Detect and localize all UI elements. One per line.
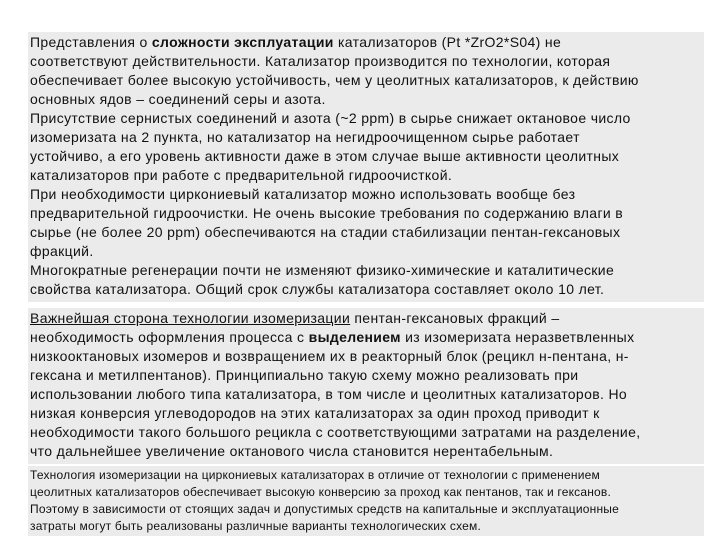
text-underlined-key-aspect: Важнейшая сторона технологии изомеризации <box>30 310 351 326</box>
text-catalyst-claim: катализаторов (Pt *ZrO2*S04) не соответствуют действительности. Катализатор производится по технологии, которая обеспечивает более высокую устойчивость, чем у цеолитных катализаторов, к действию основных ядов – соединений серы и азота. <box>30 34 639 107</box>
text-intro: Представления о <box>30 34 152 50</box>
recycle-technology-block <box>28 308 704 464</box>
paragraph-no-hydrotreating: При необходимости циркониевый катализатор можно использовать вообще без предварительной гидроочистки. Не очень высокие требования по содержанию влаги в сырье (не более 20 ppm) обеспечиваются на стадии стабилизации пентан-гексановых фракций. <box>30 186 624 259</box>
paragraph-conversion: Технология изомеризации на циркониевых катализаторах в отличие от технологии с применением цеолитных катализаторов обеспечивает высокую конверсию за проход как пентанов, так и гексанов. Поэтому в зависимости от стоящих задач и допустимых средств на капитальные и эксплуатационные затраты могут быть реализованы различные варианты технологических схем. <box>30 468 619 533</box>
catalyst-properties-block <box>28 32 704 302</box>
text-recycle-part2: из изомеризата неразветвленных низкооктановых изомеров и возвращением их в реакторный блок (рецикл н-пентана, н- гексана и метилпентанов). Принципиально такую схему можно реализовать при использовании любого типа катализатора, в том числе и цеолитных катализаторов. Но низкая конверсия углеводородов на этих катализаторах за один проход приводит к необходимости такого большого рецикла с соответствующими затратами на разделение, что дальнейшее увеличение октанового числа становится нерентабельным. <box>30 329 641 459</box>
zirconium-conversion-text <box>30 467 704 535</box>
catalyst-properties-text <box>30 33 704 299</box>
paragraph-complexity <box>30 33 704 109</box>
text-bold-separation: выделением <box>308 329 401 345</box>
text-recycle-part1: пентан-гексановых фракций – необходимость оформления процесса с <box>30 310 560 345</box>
paragraph-recycle <box>30 309 704 461</box>
text-bold-complexity: сложности эксплуатации <box>151 34 334 50</box>
paragraph-regeneration: Многократные регенерации почти не изменяют физико-химические и каталитические свойства катализатора. Общий срок службы катализатора составляет около 10 лет. <box>30 262 615 297</box>
zirconium-conversion-block <box>28 466 704 536</box>
recycle-technology-text <box>30 309 704 461</box>
paragraph-sulfur-nitrogen: Присутствие сернистых соединений и азота (~2 ppm) в сырье снижает октановое число изомеризата на 2 пункта, но катализатор на негидроочищенном сырье работает устойчиво, а его уровень активности даже в этом случае выше активности цеолитных катализаторов при работе с предварительной гидроочисткой. <box>30 110 631 183</box>
